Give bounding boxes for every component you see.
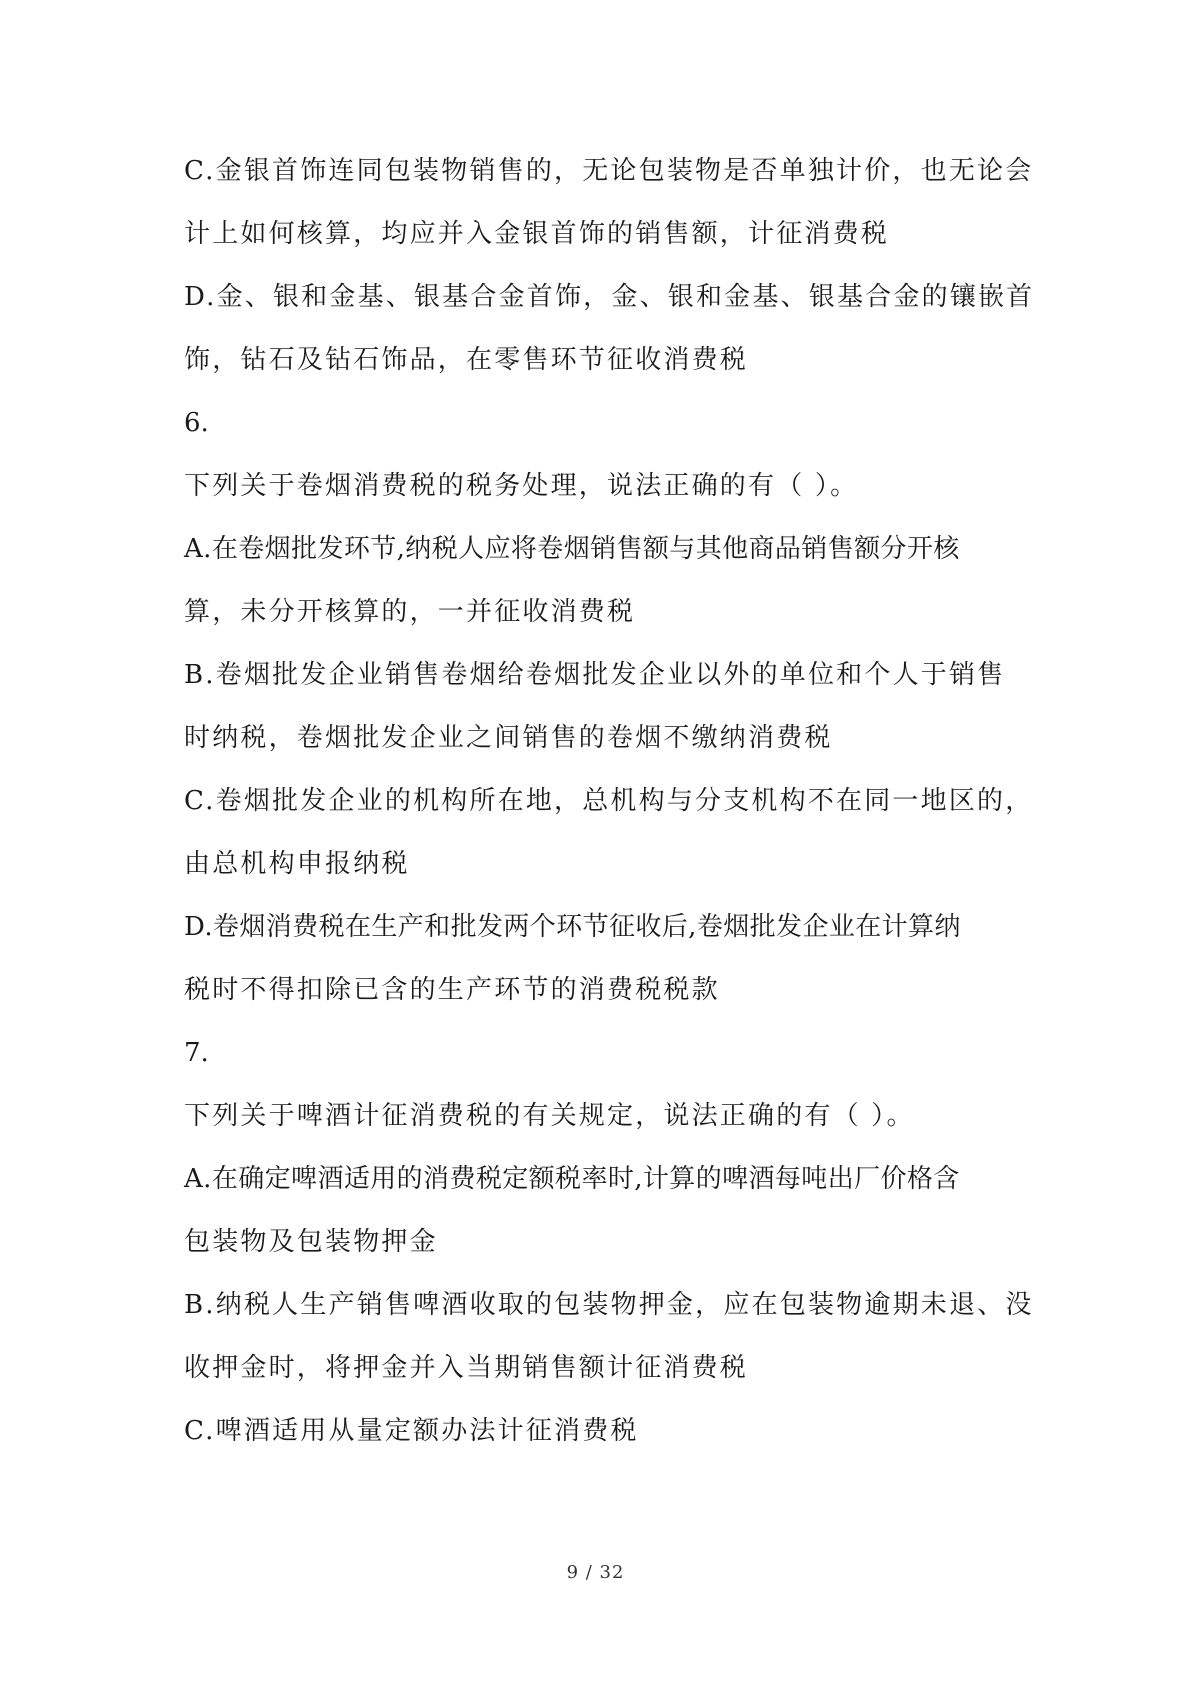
text-line: 收押金时，将押金并入当期销售额计征消费税	[184, 1353, 749, 1383]
text-line: A.在卷烟批发环节,纳税人应将卷烟销售额与其他商品销售额分开核	[184, 534, 960, 564]
text-line: 税时不得扣除已含的生产环节的消费税税款	[184, 975, 720, 1005]
text-line: C.卷烟批发企业的机构所在地，总机构与分支机构不在同一地区的，	[184, 786, 1034, 816]
question-number: 6.	[184, 408, 209, 438]
text-line: B.纳税人生产销售啤酒收取的包装物押金，应在包装物逾期未退、没	[184, 1290, 1034, 1320]
text-line: 包装物及包装物押金	[184, 1227, 438, 1257]
text-line: 饰，钻石及钻石饰品，在零售环节征收消费税	[184, 345, 749, 375]
text-line: C.金银首饰连同包装物销售的，无论包装物是否单独计价，也无论会	[184, 156, 1034, 186]
page-number: 9 / 32	[566, 1562, 625, 1583]
text-line: C.啤酒适用从量定额办法计征消费税	[184, 1416, 639, 1446]
text-line: 由总机构申报纳税	[184, 849, 410, 879]
text-line: D.卷烟消费税在生产和批发两个环节征收后,卷烟批发企业在计算纳	[184, 912, 961, 942]
text-line: B.卷烟批发企业销售卷烟给卷烟批发企业以外的单位和个人于销售	[184, 660, 1006, 690]
text-line: D.金、银和金基、银基合金首饰，金、银和金基、银基合金的镶嵌首	[184, 282, 1035, 312]
text-line: 算，未分开核算的，一并征收消费税	[184, 597, 636, 627]
text-line: 时纳税，卷烟批发企业之间销售的卷烟不缴纳消费税	[184, 723, 833, 753]
text-line: A.在确定啤酒适用的消费税定额税率时,计算的啤酒每吨出厂价格含	[184, 1164, 960, 1194]
text-line: 计上如何核算，均应并入金银首饰的销售额，计征消费税	[184, 219, 890, 249]
question-stem: 下列关于啤酒计征消费税的有关规定，说法正确的有（ ）。	[184, 1101, 915, 1131]
question-stem: 下列关于卷烟消费税的税务处理，说法正确的有（ ）。	[184, 471, 859, 501]
page-content	[184, 148, 1035, 1471]
question-number: 7.	[184, 1038, 209, 1068]
